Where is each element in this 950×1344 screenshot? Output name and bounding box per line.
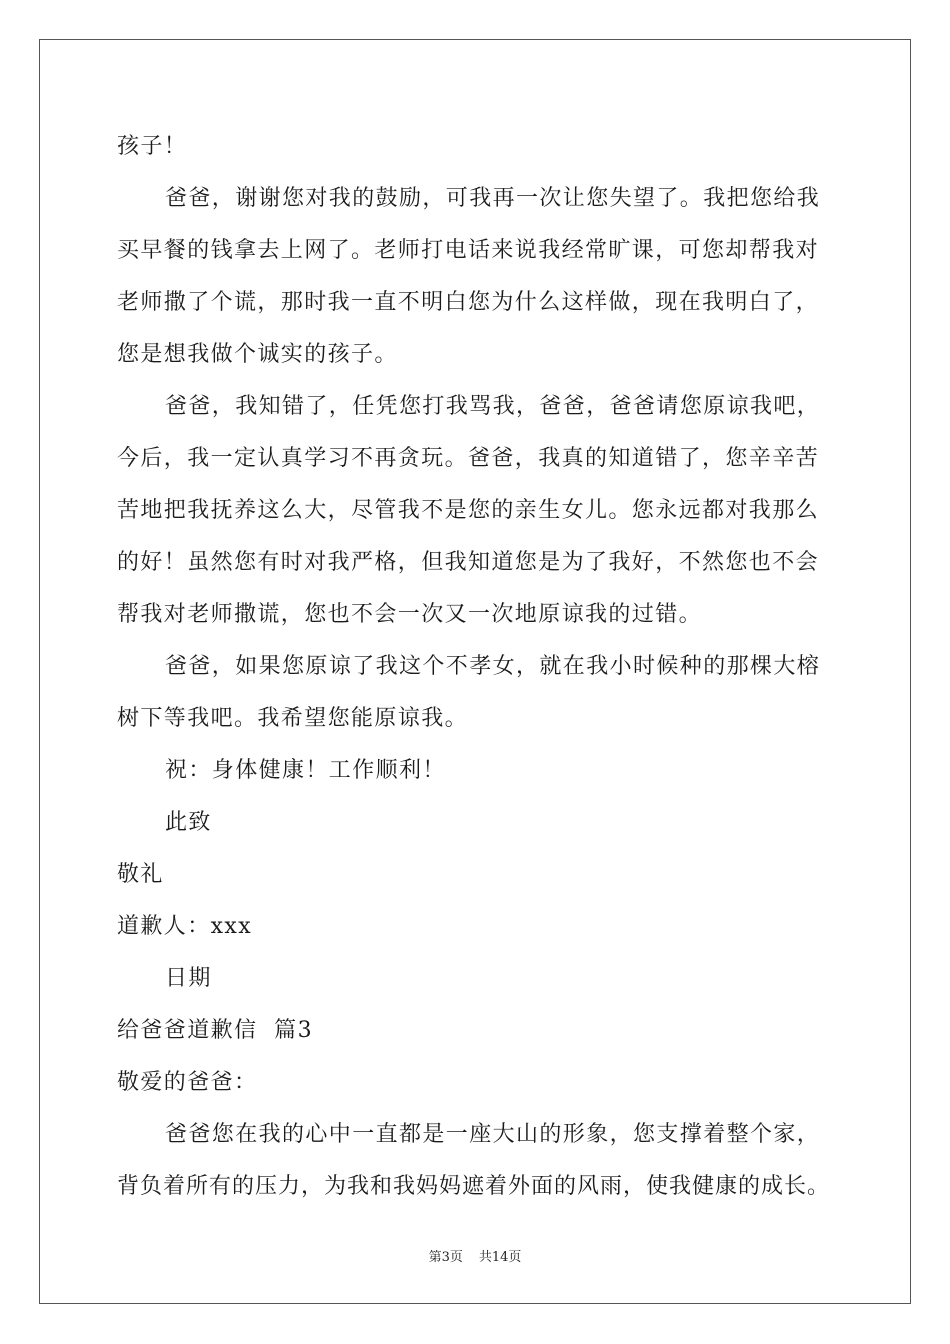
- text-line: 背负着所有的压力，为我和我妈妈遮着外面的风雨，使我健康的成长。: [117, 1174, 831, 1199]
- signature-line: 道歉人：xxx: [117, 914, 253, 939]
- date-line: 日期: [165, 966, 212, 991]
- section-title: 给爸爸道歉信 篇3: [117, 1018, 313, 1043]
- salutation-line: 敬礼: [117, 862, 164, 887]
- text-line: 爸爸，如果您原谅了我这个不孝女，就在我小时候种的那棵大榕: [165, 654, 821, 679]
- page-footer: [0, 1246, 950, 1265]
- page-total: 共14页: [478, 1250, 522, 1265]
- blessing-line: 祝：身体健康！工作顺利！: [165, 758, 446, 783]
- text-line: 您是想我做个诚实的孩子。: [117, 342, 398, 367]
- text-line: 爸爸，我知错了，任凭您打我骂我，爸爸，爸爸请您原谅我吧，: [165, 394, 821, 419]
- text-line: 今后，我一定认真学习不再贪玩。爸爸，我真的知道错了，您辛辛苦: [117, 446, 820, 471]
- text-line: 爸爸，谢谢您对我的鼓励，可我再一次让您失望了。我把您给我: [165, 186, 821, 211]
- text-line: 老师撒了个谎，那时我一直不明白您为什么这样做，现在我明白了，: [117, 290, 820, 315]
- text-line: 帮我对老师撒谎，您也不会一次又一次地原谅我的过错。: [117, 602, 703, 627]
- text-line: 孩子！: [117, 134, 188, 159]
- text-line: 的好！虽然您有时对我严格，但我知道您是为了我好，不然您也不会: [117, 550, 820, 575]
- text-line: 树下等我吧。我希望您能原谅我。: [117, 706, 469, 731]
- greeting-line: 敬爱的爸爸：: [117, 1070, 258, 1095]
- document-body: [117, 121, 857, 1213]
- page-number: 第3页: [428, 1250, 463, 1265]
- closing-line: 此致: [165, 810, 212, 835]
- text-line: 苦地把我抚养这么大，尽管我不是您的亲生女儿。您永远都对我那么: [117, 498, 820, 523]
- text-line: 爸爸您在我的心中一直都是一座大山的形象，您支撑着整个家，: [165, 1122, 821, 1147]
- text-line: 买早餐的钱拿去上网了。老师打电话来说我经常旷课，可您却帮我对: [117, 238, 820, 263]
